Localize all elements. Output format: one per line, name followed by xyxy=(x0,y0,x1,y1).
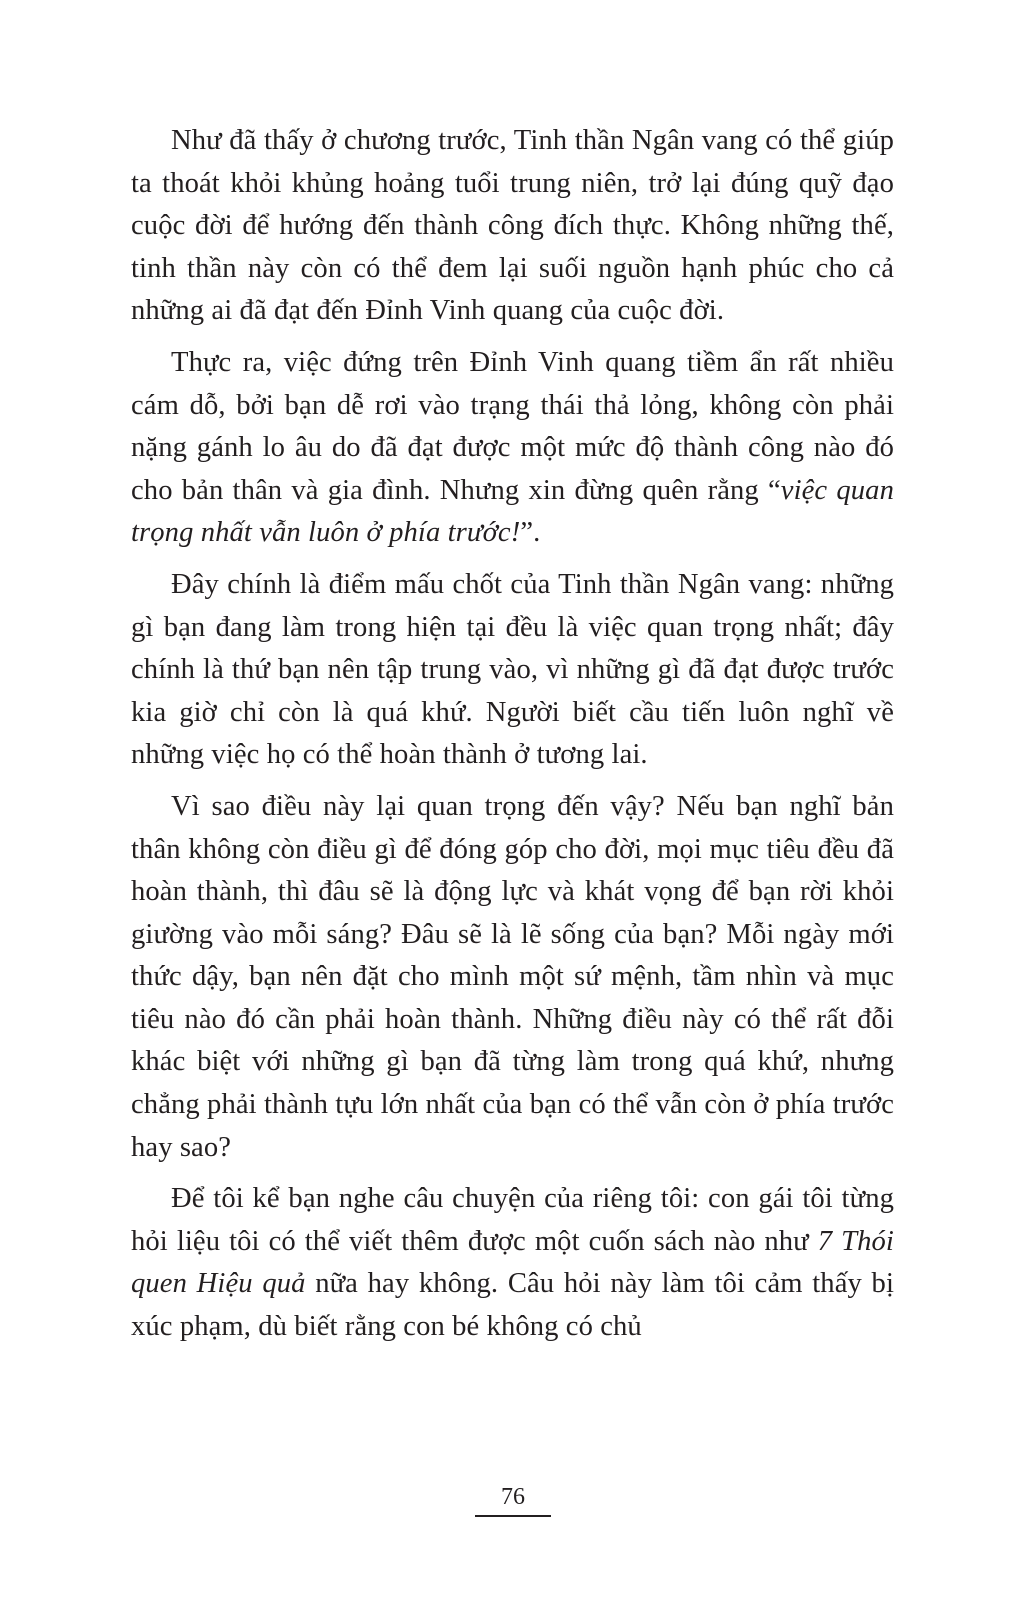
paragraph-text: Như đã thấy ở chương trước, Tinh thần Ngân vang có thể giúp ta thoát khỏi khủng hoảng tuổi trung niên, trở lại đúng quỹ đạo cuộc đời để hướng đến thành công đích thực. Không những thế, tinh thần này còn có thể đem lại suối nguồn hạnh phúc cho cả những ai đã đạt đến Đỉnh Vinh quang của cuộc đời. xyxy=(131,125,894,327)
emphasized-quote: việc quan trọng nhất vẫn luôn ở phía trước! xyxy=(131,474,894,549)
paragraph-text: Vì sao điều này lại quan trọng đến vậy? Nếu bạn nghĩ bản thân không còn điều gì để đóng góp cho đời, mọi mục tiêu đều đã hoàn thành, thì đâu sẽ là động lực và khát vọng để bạn rời khỏi giường vào mỗi sáng? Đâu sẽ là lẽ sống của bạn? Mỗi ngày mới thức dậy, bạn nên đặt cho mình một sứ mệnh, tầm nhìn và mục tiêu nào đó cần phải hoàn thành. Những điều này có thể rất đỗi khác biệt với những gì bạn đã từng làm trong quá khứ, nhưng chẳng phải thành tựu lớn nhất của bạn có thể vẫn còn ở phía trước hay sao? xyxy=(131,790,894,1163)
paragraph-3 xyxy=(131,564,894,777)
paragraph-text: ”. xyxy=(520,517,541,549)
book-title: 7 Thói quen Hiệu quả xyxy=(131,1225,894,1300)
paragraph-text: Đây chính là điểm mấu chốt của Tinh thần Ngân vang: những gì bạn đang làm trong hiện tại đều là việc quan trọng nhất; đây chính là thứ bạn nên tập trung vào, vì những gì đã đạt được trước kia giờ chỉ còn là quá khứ. Người biết cầu tiến luôn nghĩ về những việc họ có thể hoàn thành ở tương lai. xyxy=(131,568,894,771)
page-body xyxy=(131,120,894,1358)
paragraph-1 xyxy=(131,120,894,333)
paragraph-text: nữa hay không. Câu hỏi này làm tôi cảm thấy bị xúc phạm, dù biết rằng con bé không có chủ xyxy=(131,1268,894,1343)
paragraph-5 xyxy=(131,1178,894,1348)
page-number: 76 xyxy=(475,1482,551,1517)
paragraph-4 xyxy=(131,786,894,1169)
paragraph-text: Để tôi kể bạn nghe câu chuyện của riêng tôi: con gái tôi từng hỏi liệu tôi có thể viết thêm được một cuốn sách nào như xyxy=(131,1183,894,1257)
paragraph-2 xyxy=(131,342,894,555)
paragraph-text: Thực ra, việc đứng trên Đỉnh Vinh quang tiềm ẩn rất nhiều cám dỗ, bởi bạn dễ rơi vào trạng thái thả lỏng, không còn phải nặng gánh lo âu do đã đạt được một mức độ thành công nào đó cho bản thân và gia đình. Nhưng xin đừng quên rằng “ xyxy=(131,346,894,506)
